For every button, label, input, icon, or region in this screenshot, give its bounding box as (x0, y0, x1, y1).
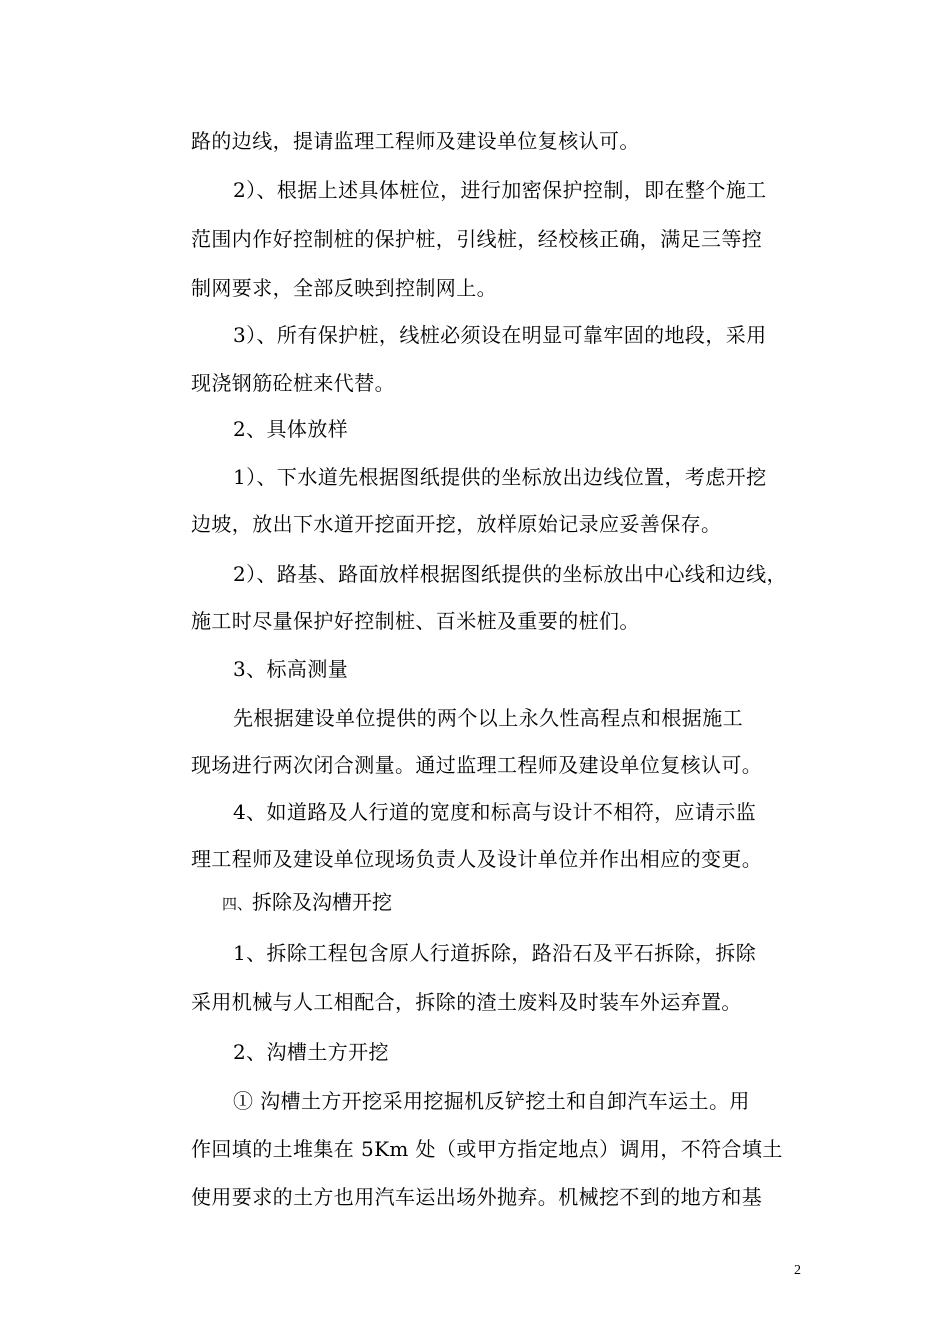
text-line: ① 沟槽土方开挖采用挖掘机反铲挖土和自卸汽车运土。用 (233, 1089, 750, 1113)
text-line: 理工程师及建设单位现场负责人及设计单位并作出相应的变更。 (191, 847, 763, 871)
text-line: 1、拆除工程包含原人行道拆除，路沿石及平石拆除，拆除 (233, 941, 757, 965)
section-heading-title: 拆除及沟槽开挖 (252, 890, 393, 914)
section-heading (222, 890, 392, 916)
text-line: 先根据建设单位提供的两个以上永久性高程点和根据施工 (233, 706, 743, 730)
section-heading-prefix: 四、 (222, 895, 253, 913)
subheading: 2、沟槽土方开挖 (233, 1040, 389, 1064)
text-line: 2）、根据上述具体桩位，进行加密保护控制，即在整个施工 (233, 178, 767, 202)
text-line: 现场进行两次闭合测量。通过监理工程师及建设单位复核认可。 (191, 753, 763, 777)
text-line: 施工时尽量保护好控制桩、百米桩及重要的桩们。 (191, 609, 640, 633)
text-line: 1）、下水道先根据图纸提供的坐标放出边线位置，考虑开挖 (233, 465, 767, 489)
text-line: 作回填的土堆集在 5Km 处（或甲方指定地点）调用，不符合填土 (191, 1137, 783, 1161)
text-line: 范围内作好控制桩的保护桩，引线桩，经校核正确，满足三等控 (191, 227, 763, 251)
text-line: 边坡，放出下水道开挖面开挖，放样原始记录应妥善保存。 (191, 512, 722, 536)
subheading: 2、具体放样 (233, 417, 349, 441)
text-line: 采用机械与人工相配合，拆除的渣土废料及时装车外运弃置。 (191, 990, 742, 1014)
text-line: 使用要求的土方也用汽车运出场外抛弃。机械挖不到的地方和基 (191, 1185, 763, 1209)
text-line: 4、如道路及人行道的宽度和标高与设计不相符，应请示监 (233, 800, 757, 824)
text-line: 制网要求，全部反映到控制网上。 (191, 276, 497, 300)
text-line: 现浇钢筋砼桩来代替。 (191, 371, 395, 395)
subheading: 3、标高测量 (233, 657, 349, 681)
text-line: 路的边线，提请监理工程师及建设单位复核认可。 (191, 129, 640, 153)
page-number: 2 (794, 1263, 801, 1278)
text-line: 3）、所有保护桩，线桩必须设在明显可靠牢固的地段，采用 (233, 323, 767, 347)
text-line: 2）、路基、路面放样根据图纸提供的坐标放出中心线和边线， (233, 562, 787, 586)
